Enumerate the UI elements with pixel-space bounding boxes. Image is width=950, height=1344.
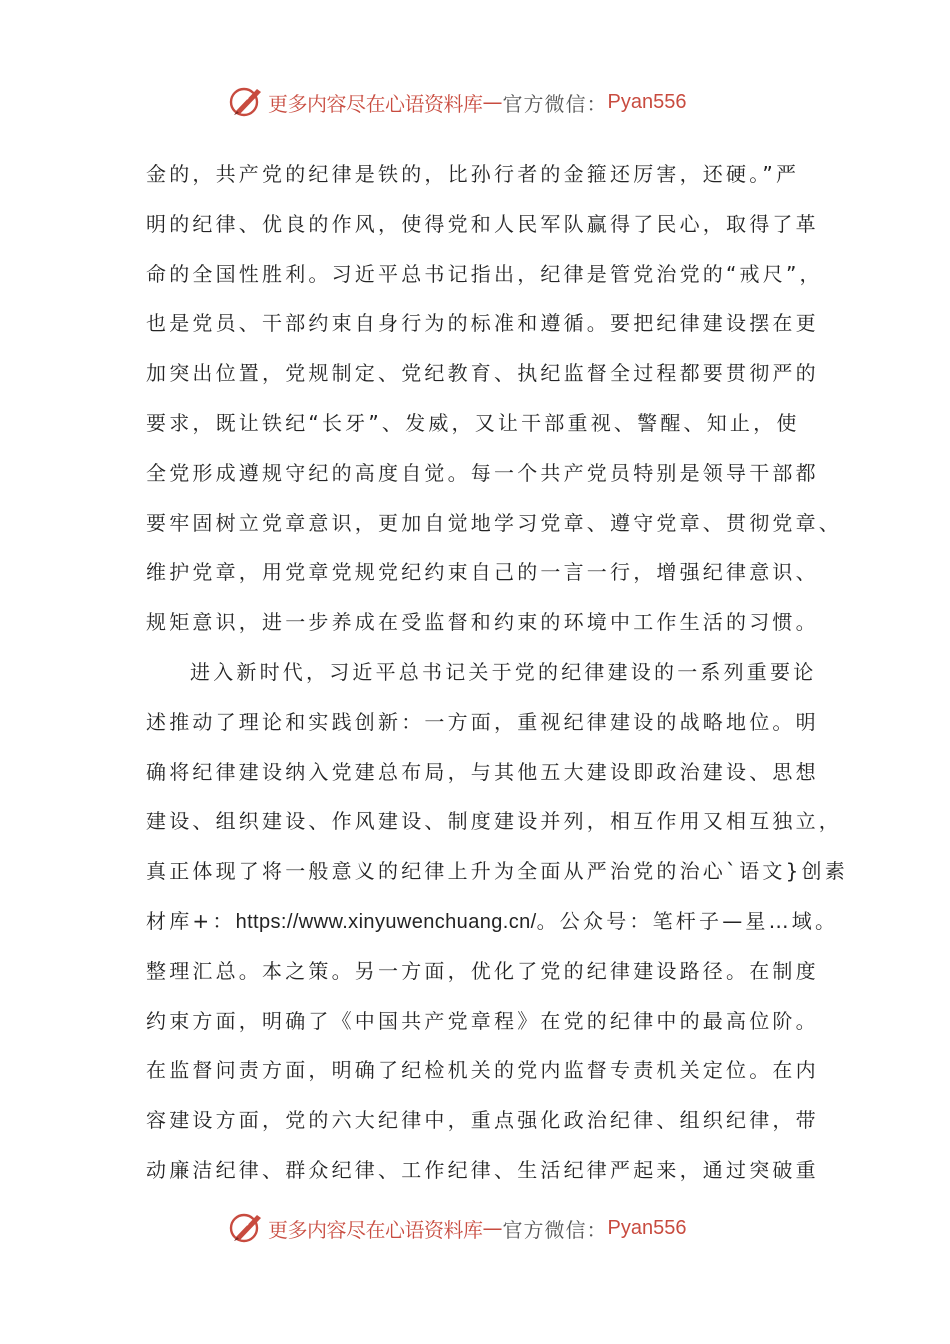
text-line: 整理汇总。本之策。另一方面，优化了党的纪律建设路径。在制度 — [146, 958, 819, 983]
text-line: 维护党章，用党章党规党纪约束自己的一言一行，增强纪律意识、 — [146, 560, 819, 585]
text-line: 要求，既让铁纪“长牙”、发威，又让干部重视、警醒、知止，使 — [146, 410, 800, 435]
text-line: 在监督问责方面，明确了纪检机关的党内监督专责机关定位。在内 — [146, 1058, 819, 1083]
footer-wechat-id: Pyan556 — [607, 1216, 687, 1239]
footer-banner — [226, 1208, 686, 1248]
header-banner — [226, 82, 686, 122]
header-separator: — — [482, 90, 503, 114]
text-line: 述推动了理论和实践创新：一方面，重视纪律建设的战略地位。明 — [146, 709, 819, 734]
document-body — [146, 150, 848, 1196]
url-suffix: 。公众号：笔杆子—星…域。 — [536, 908, 839, 933]
url-prefix: 材库+： — [146, 908, 236, 933]
footer-separator: — — [482, 1216, 503, 1240]
text-line: 确将纪律建设纳入党建总布局，与其他五大建设即政治建设、思想 — [146, 759, 819, 784]
text-line: 命的全国性胜利。习近平总书记指出，纪律是管党治党的“戒尺”， — [146, 261, 823, 286]
text-line: 真正体现了将一般意义的纪律上升为全面从严治党的治心`语文}创素 — [146, 859, 848, 884]
footer-wechat-label: 官方微信： — [502, 1217, 608, 1242]
text-line: 动廉洁纪律、群众纪律、工作纪律、生活纪律严起来，通过突破重 — [146, 1157, 819, 1182]
header-wechat-label: 官方微信： — [502, 91, 608, 116]
text-line: 容建设方面，党的六大纪律中，重点强化政治纪律、组织纪律，带 — [146, 1108, 819, 1133]
text-line: 规矩意识，进一步养成在受监督和约束的环境中工作生活的习惯。 — [146, 610, 819, 635]
text-line: 约束方面，明确了《中国共产党章程》在党的纪律中的最高位阶。 — [146, 1008, 819, 1033]
header-promo-text: 更多内容尽在心语资料库 — [268, 91, 483, 116]
text-line: 全党形成遵规守纪的高度自觉。每一个共产党员特别是领导干部都 — [146, 460, 819, 485]
text-line: 加突出位置，党规制定、党纪教育、执纪监督全过程都要贯彻严的 — [146, 361, 819, 386]
text-line: 要牢固树立党章意识，更加自觉地学习党章、遵守党章、贯彻党章、 — [146, 510, 842, 535]
text-line: 建设、组织建设、作风建设、制度建设并列，相互作用又相互独立， — [146, 809, 842, 834]
url-line — [146, 897, 839, 947]
pen-logo-icon — [226, 82, 266, 122]
text-line: 也是党员、干部约束自身行为的标准和遵循。要把纪律建设摆在更 — [146, 311, 819, 336]
text-line: 明的纪律、优良的作风，使得党和人民军队赢得了民心，取得了革 — [146, 211, 819, 236]
header-wechat-id: Pyan556 — [607, 90, 687, 113]
footer-promo-text: 更多内容尽在心语资料库 — [268, 1217, 483, 1242]
text-line: 金的，共产党的纪律是铁的，比孙行者的金箍还厉害，还硬。”严 — [146, 162, 800, 186]
paragraph-start-line: 进入新时代，习近平总书记关于党的纪律建设的一系列重要论 — [190, 659, 817, 684]
pen-logo-icon — [226, 1208, 266, 1248]
url-link[interactable]: https://www.xinyuwenchuang.cn/ — [235, 910, 537, 933]
